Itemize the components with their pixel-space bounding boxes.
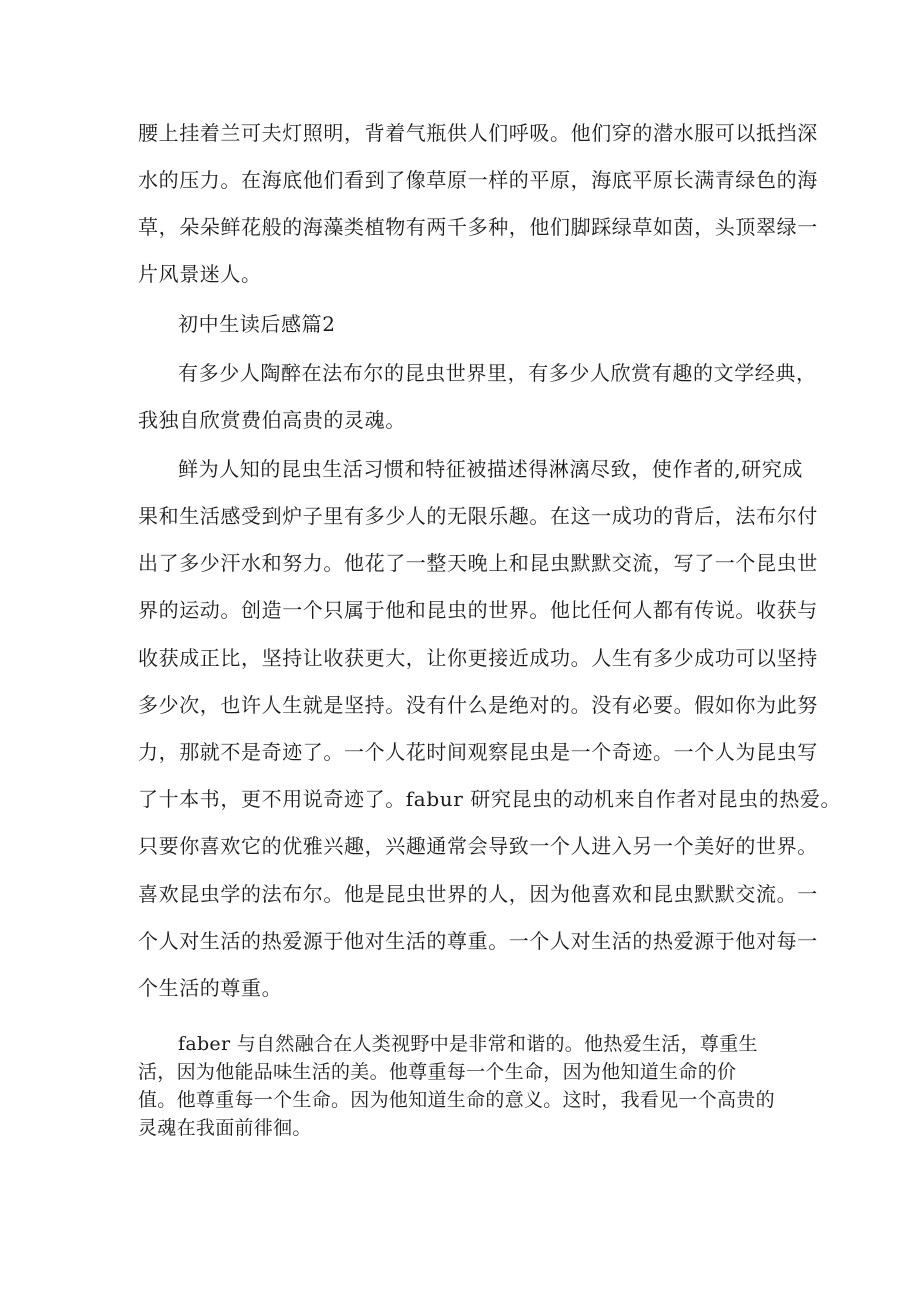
paragraph-line: 多少次，也许人生就是坚持。没有什么是绝对的。没有必要。假如你为此努 — [138, 693, 818, 717]
paragraph-line: 收获成正比，坚持让收获更大，让你更接近成功。人生有多少成功可以坚持 — [138, 646, 818, 670]
paragraph-line: 我独自欣赏费伯高贵的灵魂。 — [138, 408, 406, 432]
paragraph-line: 片风景迷人。 — [138, 262, 262, 286]
paragraph-line: 灵魂在我面前徘徊。 — [138, 1117, 312, 1139]
paragraph-line: 鲜为人知的昆虫生活习惯和特征被描述得淋漓尽致，使作者的,研究成 — [178, 457, 803, 481]
paragraph-line: 个人对生活的热爱源于他对生活的尊重。一个人对生活的热爱源于他对每一 — [138, 929, 818, 953]
paragraph-line: 界的运动。创造一个只属于他和昆虫的世界。他比任何人都有传说。收获与 — [138, 598, 818, 622]
paragraph-line: 水的压力。在海底他们看到了像草原一样的平原，海底平原长满青绿色的海 — [138, 168, 818, 192]
paragraph-line: 草，朵朵鲜花般的海藻类植物有两千多种，他们脚踩绿草如茵，头顶翠绿一 — [138, 215, 818, 239]
section-heading: 初中生读后感篇2 — [178, 312, 336, 336]
paragraph-line: 只要你喜欢它的优雅兴趣，兴趣通常会导致一个人进入另一个美好的世界。 — [138, 834, 818, 858]
paragraph-line: 个生活的尊重。 — [138, 976, 283, 1000]
paragraph-line: 有多少人陶醉在法布尔的昆虫世界里，有多少人欣赏有趣的文学经典， — [178, 361, 817, 385]
paragraph-line: 活，因为他能品味生活的美。他尊重每一个生命，因为他知道生命的价 — [138, 1061, 737, 1083]
paragraph-line: 腰上挂着兰可夫灯照明，背着气瓶供人们呼吸。他们穿的潜水服可以抵挡深 — [138, 121, 818, 145]
paragraph-line: faber 与自然融合在人类视野中是非常和谐的。他热爱生活，尊重生 — [178, 1033, 758, 1055]
paragraph-line: 喜欢昆虫学的法布尔。他是昆虫世界的人，因为他喜欢和昆虫默默交流。一 — [138, 882, 818, 906]
paragraph-line: 果和生活感受到炉子里有多少人的无限乐趣。在这一成功的背后，法布尔付 — [138, 504, 818, 528]
paragraph-line: 值。他尊重每一个生命。因为他知道生命的意义。这时，我看见一个高贵的 — [138, 1089, 775, 1111]
paragraph-line: 力，那就不是奇迹了。一个人花时间观察昆虫是一个奇迹。一个人为昆虫写 — [138, 740, 818, 764]
paragraph-line: 出了多少汗水和努力。他花了一整天晚上和昆虫默默交流，写了一个昆虫世 — [138, 551, 818, 575]
paragraph-line: 了十本书，更不用说奇迹了。fabur 研究昆虫的动机来自作者对昆虫的热爱。 — [138, 787, 842, 811]
